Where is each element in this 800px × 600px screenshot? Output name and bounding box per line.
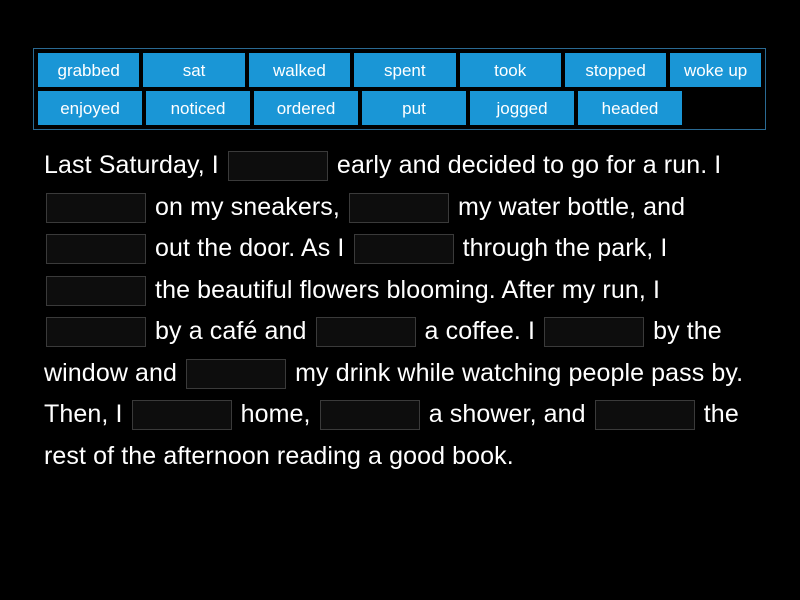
word-chip[interactable]: grabbed (38, 53, 139, 87)
word-chip[interactable]: put (362, 91, 466, 125)
passage-segment: a coffee. I (417, 317, 543, 345)
word-chip[interactable]: stopped (565, 53, 666, 87)
word-chip[interactable]: enjoyed (38, 91, 142, 125)
passage-segment: on my sneakers, (148, 192, 348, 221)
passage-text (44, 145, 762, 477)
passage-segment: by the window and (44, 317, 729, 387)
word-chip[interactable]: took (460, 53, 561, 87)
word-chip[interactable]: woke up (670, 53, 761, 87)
passage-segment: the beautiful flowers blooming. After my run, I (148, 275, 668, 304)
passage-segment: the rest of the afternoon reading a good book. (44, 400, 746, 470)
answer-blank[interactable] (354, 234, 454, 264)
word-bank (33, 48, 766, 130)
word-chip[interactable]: headed (578, 91, 682, 125)
answer-blank[interactable] (186, 359, 286, 389)
word-chip[interactable]: noticed (146, 91, 250, 125)
answer-blank[interactable] (595, 400, 695, 430)
word-bank-row-1 (38, 53, 761, 87)
answer-blank[interactable] (316, 317, 416, 347)
answer-blank[interactable] (228, 151, 328, 181)
word-chip[interactable]: spent (354, 53, 455, 87)
word-chip[interactable]: sat (143, 53, 244, 87)
passage-segment: early and decided to go for a run. I (329, 151, 729, 179)
passage-segment: my drink while watching people pass by. Then, I (44, 358, 750, 428)
passage-segment: by a café and (148, 317, 314, 345)
answer-blank[interactable] (46, 317, 146, 347)
passage-segment: Last Saturday, I (44, 151, 226, 179)
word-chip[interactable]: jogged (470, 91, 574, 125)
answer-blank[interactable] (46, 276, 146, 306)
passage-segment: home, (233, 400, 318, 428)
passage-segment: a shower, and (421, 400, 593, 428)
passage-segment: out the door. As I (148, 234, 352, 262)
word-chip[interactable]: walked (249, 53, 350, 87)
passage-segment: my water bottle, and (451, 192, 693, 221)
answer-blank[interactable] (320, 400, 420, 430)
answer-blank[interactable] (46, 234, 146, 264)
answer-blank[interactable] (349, 193, 449, 223)
answer-blank[interactable] (46, 193, 146, 223)
passage-segment: through the park, I (455, 234, 675, 262)
answer-blank[interactable] (132, 400, 232, 430)
answer-blank[interactable] (544, 317, 644, 347)
word-chip[interactable]: ordered (254, 91, 358, 125)
word-bank-row-2 (38, 91, 761, 125)
